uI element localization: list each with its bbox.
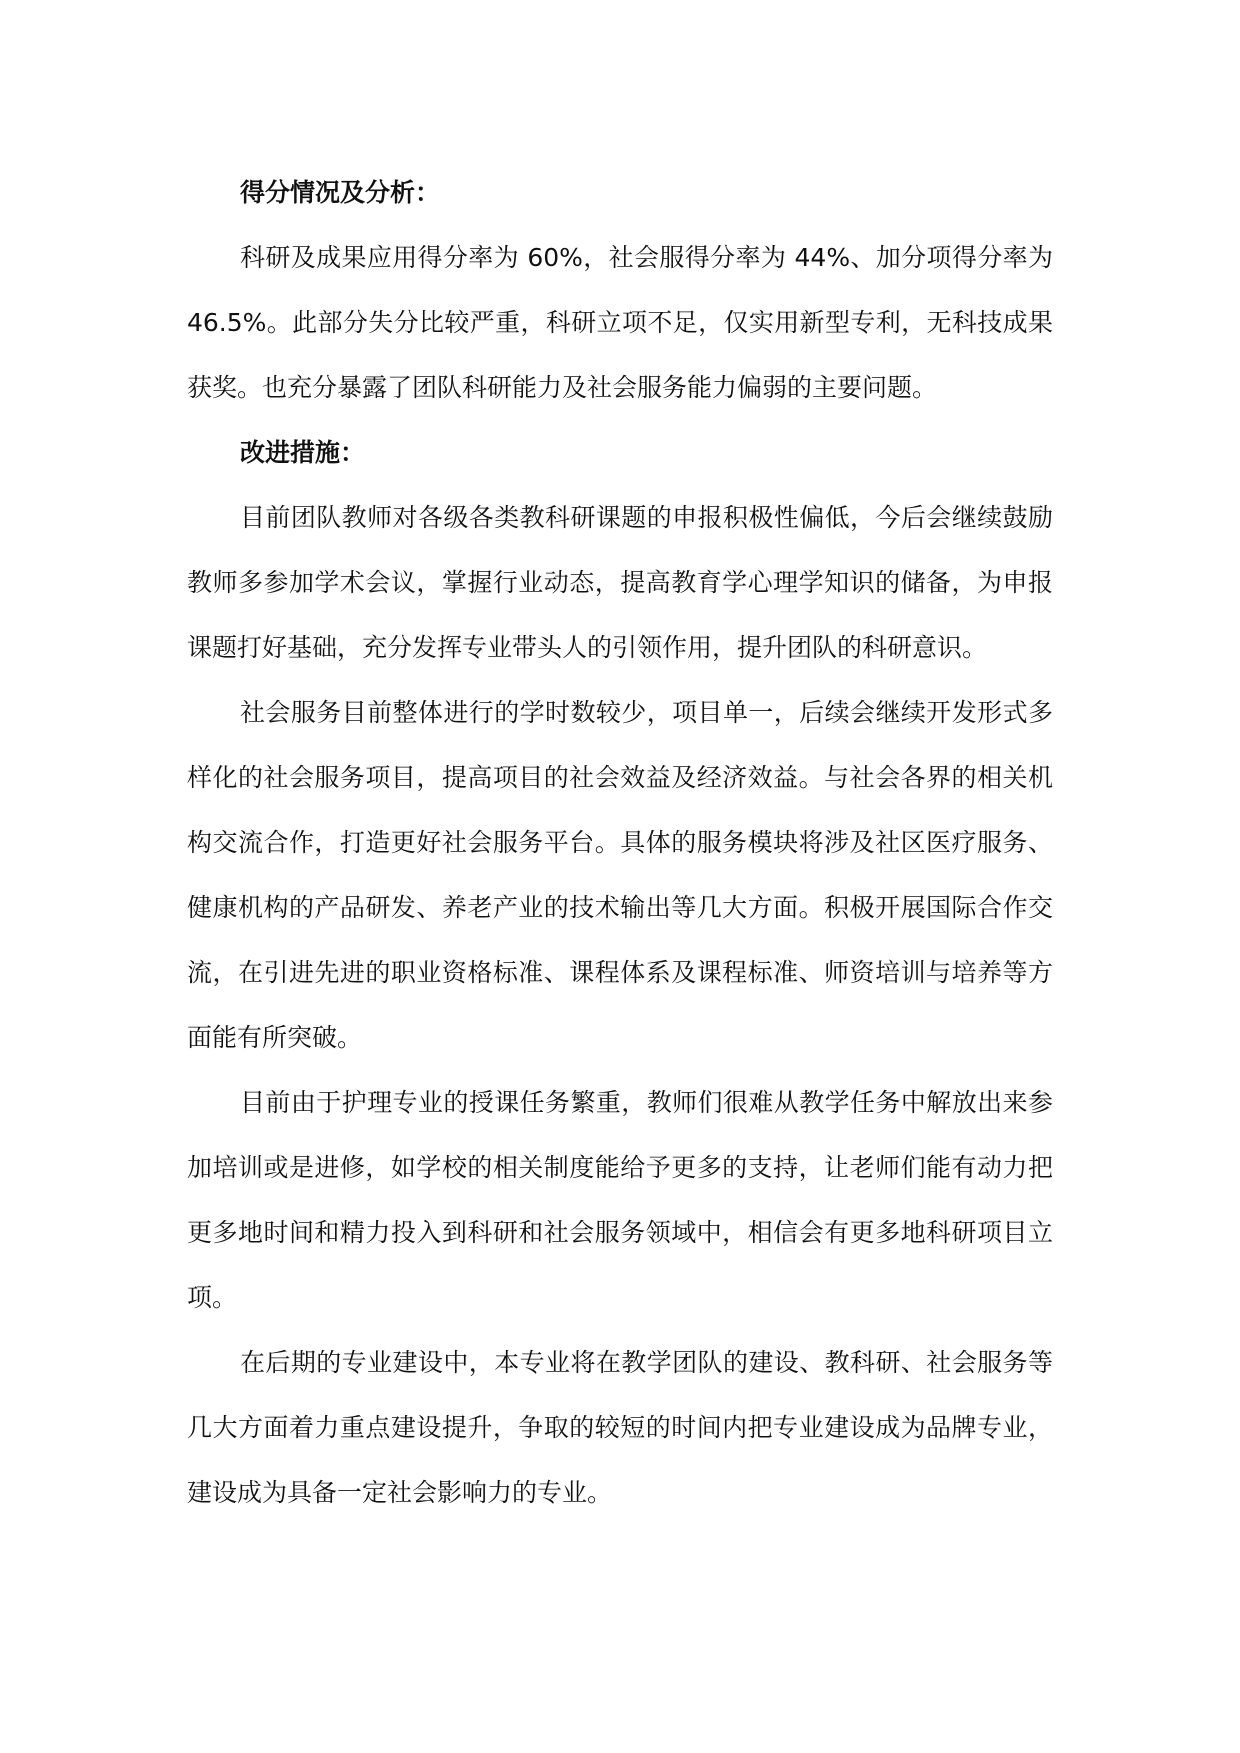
paragraph-social-service: 社会服务目前整体进行的学时数较少，项目单一，后续会继续开发形式多样化的社会服务项目，提高项目的社会效益及经济效益。与社会各界的相关机构交流合作，打造更好社会服务平台。具体的服务模块将涉及社区医疗服务、健康机构的产品研发、养老产业的技术输出等几大方面。积极开展国际合作交流，在引进先进的职业资格标准、课程体系及课程标准、师资培训与培养等方面能有所突破。 xyxy=(187,698,1053,1052)
document-body xyxy=(187,160,1053,1525)
section-heading-score-analysis: 得分情况及分析： xyxy=(240,178,441,207)
paragraph-score-analysis: 科研及成果应用得分率为 60%，社会服得分率为 44%、加分项得分率为 46.5%。此部分失分比较严重，科研立项不足，仅实用新型专利，无科技成果获奖。也充分暴露了团队科研能力及社会服务能力偏弱的主要问题。 xyxy=(187,243,1053,402)
paragraph-research-encouragement: 目前团队教师对各级各类教科研课题的申报积极性偏低，今后会继续鼓励教师多参加学术会议，掌握行业动态，提高教育学心理学知识的储备，为申报课题打好基础，充分发挥专业带头人的引领作用，提升团队的科研意识。 xyxy=(187,503,1053,662)
paragraph-teaching-workload: 目前由于护理专业的授课任务繁重，教师们很难从教学任务中解放出来参加培训或是进修，如学校的相关制度能给予更多的支持，让老师们能有动力把更多地时间和精力投入到科研和社会服务领域中，相信会有更多地科研项目立项。 xyxy=(187,1088,1053,1312)
section-heading-improvement-measures: 改进措施： xyxy=(240,438,366,467)
paragraph-future-construction: 在后期的专业建设中，本专业将在教学团队的建设、教科研、社会服务等几大方面着力重点建设提升，争取的较短的时间内把专业建设成为品牌专业，建设成为具备一定社会影响力的专业。 xyxy=(187,1348,1053,1507)
